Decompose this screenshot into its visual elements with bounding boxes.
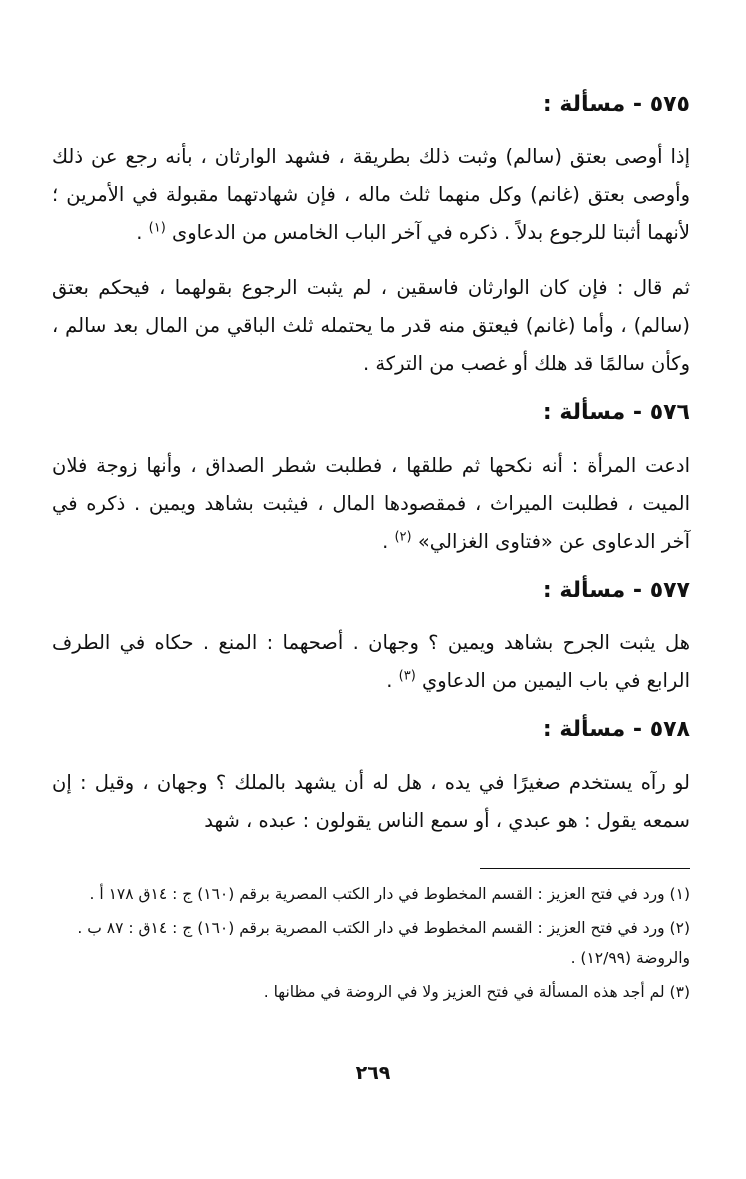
issue-heading-575: ٥٧٥ - مسألة :	[542, 92, 690, 117]
footnote-marker-2: (٢)	[394, 529, 412, 545]
issue-575-paragraph-1	[52, 138, 690, 252]
issue-heading-578: ٥٧٨ - مسألة :	[542, 717, 690, 743]
footnote-1: (١) ورد في فتح العزيز : القسم المخطوط في دار الكتب المصرية برقم (١٦٠) ج : ١٤ق ١٧٨ أ .	[89, 884, 690, 903]
paragraph-text: لو رآه يستخدم صغيرًا في يده ، هل له أن يشهد بالملك ؟ وجهان ، وقيل : إن سمعه يقول : هو عبدي ، أو سمع الناس يقولون : عبده ، شهد	[52, 770, 690, 832]
paragraph-text: هل يثبت الجرح بشاهد ويمين ؟ وجهان . أصحهما : المنع . حكاه في الطرف الرابع في باب اليمين من الدعاوي	[52, 631, 690, 693]
issue-577-paragraph-1	[52, 624, 690, 700]
issue-575-paragraph-2	[52, 269, 690, 383]
footnote-divider	[480, 868, 690, 869]
paragraph-end: .	[136, 221, 149, 245]
page-number: ٢٦٩	[355, 1062, 391, 1084]
issue-heading-577: ٥٧٧ - مسألة :	[542, 577, 690, 603]
footnotes-list	[52, 879, 690, 1007]
issue-576-paragraph-1	[52, 447, 690, 561]
footnote-marker-3: (٣)	[398, 668, 416, 684]
issue-heading-576: ٥٧٦ - مسألة :	[542, 400, 690, 426]
footnote-3: (٣) لم أجد هذه المسألة في فتح العزيز ولا في الروضة في مظانها .	[263, 982, 690, 1001]
paragraph-text: إذا أوصى بعتق (سالم) وثبت ذلك بطريقة ، فشهد الوارثان ، بأنه رجع عن ذلك وأوصى بعتق (غانم) وكل منهما ثلث ماله ، فإن شهادتهما مقبولة في الأمرين ؛ لأنهما أثبتا للرجوع بدلاً . ذكره في آخر الباب الخامس من الدعاوى	[52, 145, 690, 245]
paragraph-text: ادعت المرأة : أنه نكحها ثم طلقها ، فطلبت شطر الصداق ، وأنها زوجة فلان الميت ، فطلبت الميراث ، فمقصودها المال ، فيثبت بشاهد ويمين . ذكره في آخر الدعاوى عن «فتاوى الغزالي»	[52, 453, 690, 553]
paragraph-end: .	[382, 529, 395, 553]
footnote-marker-1: (١)	[148, 220, 166, 236]
footnote-2: (٢) ورد في فتح العزيز : القسم المخطوط في دار الكتب المصرية برقم (١٦٠) ج : ١٤ق : ٨٧ ب . والروضة (١٢/٩٩) .	[77, 918, 690, 967]
paragraph-end: .	[386, 669, 399, 693]
issue-578-paragraph-1	[52, 764, 690, 840]
paragraph-text: ثم قال : فإن كان الوارثان فاسقين ، لم يثبت الرجوع بقولهما ، فيحكم بعتق (سالم) ، وأما (غانم) فيعتق منه قدر ما يحتمله ثلث الباقي من المال بعد سالم ، وكأن سالمًا قد هلك أو غصب من التركة .	[52, 276, 690, 376]
